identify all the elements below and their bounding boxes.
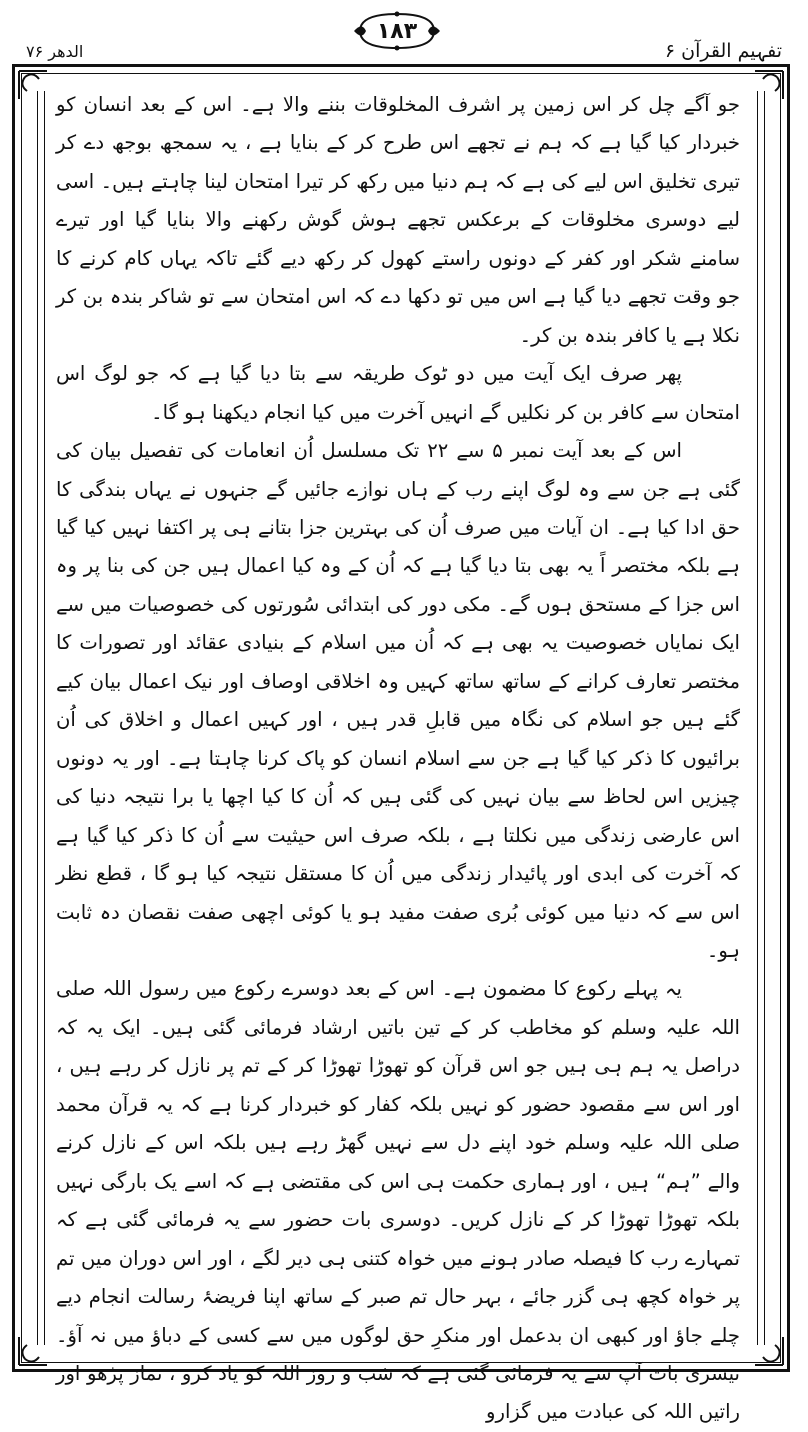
corner-ornament-icon	[17, 1335, 49, 1367]
corner-ornament-icon	[17, 69, 49, 101]
corner-ornament-icon	[753, 69, 785, 101]
page-header	[0, 0, 808, 66]
paragraph: پھر صرف ایک آیت میں دو ٹوک طریقہ سے بتا دیا گیا ہے کہ جو لوگ اس امتحان سے کافر بن کر نکلیں گے انہیں آخرت میں کیا انجام دیکھنا ہو گا۔	[56, 362, 740, 424]
corner-ornament-icon	[753, 1335, 785, 1367]
right-border-rule	[757, 91, 765, 1345]
left-border-rule	[37, 91, 45, 1345]
surah-reference: الدھر ۷۶	[26, 42, 84, 61]
page-number-ornament	[352, 10, 442, 52]
page-number: ۱۸۳	[376, 19, 418, 44]
book-title: تفہیم القرآن ۶	[664, 40, 782, 62]
paragraph: جو آگے چل کر اس زمین پر اشرف المخلوقات بننے والا ہے۔ اس کے بعد انسان کو خبردار کیا گیا ہے کہ ہم نے تجھے اس طرح کر کے بنایا ہے ، یہ سمجھ بوجھ دے کر تیری تخلیق اس لیے کی ہے کہ ہم دنیا میں رکھ کر تیرا امتحان لینا چاہتے ہیں۔ اسی لیے دوسری مخلوقات کے برعکس تجھے ہوش گوش رکھنے والا بنایا گیا اور تیرے سامنے شکر اور کفر کے دونوں راستے کھول کر رکھ دیے گئے تاکہ یہاں کام کرنے کا جو وقت تجھے دیا گیا ہے اس میں تو دکھا دے کہ اس امتحان سے تو شاکر بندہ بن کر نکلا ہے یا کافر بندہ بن کر۔	[56, 93, 740, 347]
body-text	[56, 86, 740, 1424]
paragraph: یہ پہلے رکوع کا مضمون ہے۔ اس کے بعد دوسرے رکوع میں رسول اللہ صلی اللہ علیہ وسلم کو مخاطب کر کے تین باتیں ارشاد فرمائی گئی ہیں۔ ایک یہ کہ دراصل یہ ہم ہی ہیں جو اس قرآن کو تھوڑا تھوڑا کر کے تم پر نازل کر رہے ہیں ، اور اس سے مقصود حضور کو نہیں بلکہ کفار کو خبردار کرنا ہے کہ یہ قرآن محمد صلی اللہ علیہ وسلم خود اپنے دل سے نہیں گھڑ رہے ہیں بلکہ اس کے نازل کرنے والے ”ہم“ ہیں ، اور ہماری حکمت ہی اس کی مقتضی ہے کہ اسے یک بارگی نہیں بلکہ تھوڑا تھوڑا کر کے نازل کریں۔ دوسری بات حضور سے یہ فرمائی گئی ہے کہ تمہارے رب کا فیصلہ صادر ہونے میں خواہ کتنی ہی دیر لگے ، اور اس دوران میں تم پر خواہ کچھ ہی گزر جائے ، بہر حال تم صبر کے ساتھ اپنا فریضۂ رسالت انجام دیے چلے جاؤ اور کبھی ان بدعمل اور منکرِ حق لوگوں میں سے کسی کے دباؤ میں نہ آؤ۔ تیسری بات آپ سے یہ فرمائی گئی ہے کہ شب و روز اللہ کو یاد کرو ، نماز پڑھو اور راتیں اللہ کی عبادت میں گزارو	[56, 977, 740, 1424]
paragraph: اس کے بعد آیت نمبر ۵ سے ۲۲ تک مسلسل اُن انعامات کی تفصیل بیان کی گئی ہے جن سے وہ لوگ اپنے رب کے ہاں نوازے جائیں گے جنہوں نے یہاں بندگی کا حق ادا کیا ہے۔ ان آیات میں صرف اُن کی بہترین جزا بتانے ہی پر اکتفا نہیں کیا گیا ہے بلکہ مختصر اً یہ بھی بتا دیا گیا ہے کہ اُن کے وہ کیا اعمال ہیں جن کی بنا پر وہ اس جزا کے مستحق ہوں گے۔ مکی دور کی ابتدائی سُورتوں کی خصوصیات میں سے ایک نمایاں خصوصیت یہ بھی ہے کہ اُن میں اسلام کے بنیادی عقائد اور تصورات کا مختصر تعارف کرانے کے ساتھ ساتھ کہیں وہ اخلاقی اوصاف اور نیک اعمال بیان کیے گئے ہیں جو اسلام کی نگاہ میں قابلِ قدر ہیں ، اور کہیں اعمال و اخلاق کی اُن برائیوں کا ذکر کیا گیا ہے جن سے اسلام انسان کو پاک کرنا چاہتا ہے۔ اور یہ دونوں چیزیں اس لحاظ سے بیان نہیں کی گئی ہیں کہ اُن کا کیا اچھا یا برا نتیجہ دنیا کی اس عارضی زندگی میں نکلتا ہے ، بلکہ صرف اس حیثیت سے اُن کا ذکر کیا گیا ہے کہ آخرت کی ابدی اور پائیدار زندگی میں اُن کا مستقل نتیجہ کیا ہو گا ، قطع نظر اس سے کہ دنیا میں کوئی بُری صفت مفید ہو یا کوئی اچھی صفت نقصان دہ ثابت ہو۔	[56, 439, 740, 962]
